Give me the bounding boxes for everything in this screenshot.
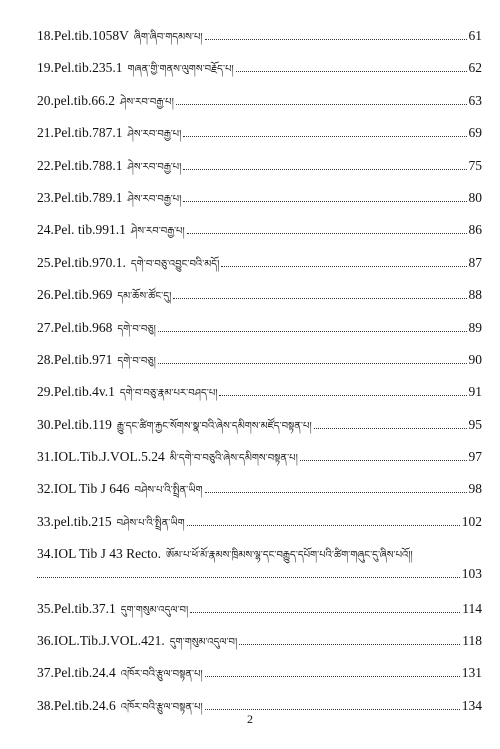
toc-code: 25.Pel.tib.970.1. xyxy=(37,254,126,270)
toc-entry xyxy=(37,447,482,479)
toc-title: ཤེས་རབ་བརྒྱ་པ། xyxy=(127,193,182,205)
toc-code: 27.Pel.tib.968 xyxy=(37,319,113,335)
toc-entry-continuation xyxy=(37,566,482,598)
toc-code: 38.Pel.tib.24.6 xyxy=(37,697,116,713)
toc-entry xyxy=(37,512,482,544)
toc-code: 32.IOL Tib J 646 xyxy=(37,481,130,497)
leader-dots xyxy=(205,676,460,677)
toc-entry xyxy=(37,220,482,252)
toc-entry xyxy=(37,350,482,382)
toc-entry xyxy=(37,544,482,566)
toc-page: 62 xyxy=(468,60,482,76)
toc-page: 131 xyxy=(461,665,482,681)
leader-dots xyxy=(300,460,467,461)
toc-title: རྒྱུ་དང་ཚིག་རྐྱང་སོགས་སྣ་བའི་ཞེས་དམིགས་མཛོད་བསྟན་པ། xyxy=(116,420,312,432)
toc-title: མི་དགེ་བ་བཅུའི་ཞེས་དམིགས་བསྟན་པ། xyxy=(169,453,298,465)
toc-title: དུག་གསུམ་འདུལ་བ། xyxy=(169,637,238,649)
toc-entry xyxy=(37,26,482,58)
toc-title: བཤེས་པ་འི་སྤྲིན་ཡིག xyxy=(116,517,185,529)
toc-page: 95 xyxy=(468,416,482,432)
toc-page: 134 xyxy=(461,697,482,713)
toc-code: 20.pel.tib.66.2 xyxy=(37,92,115,108)
toc-page: 102 xyxy=(461,513,482,529)
leader-dots xyxy=(314,428,467,429)
toc-page: 90 xyxy=(468,351,482,367)
toc-page: 87 xyxy=(468,254,482,270)
leader-dots xyxy=(221,266,466,267)
toc-title: འཁོར་བའི་རྩུལ་བསྟན་པ། xyxy=(120,669,203,681)
toc-page: 103 xyxy=(461,566,482,582)
toc-entry xyxy=(37,599,482,631)
toc-entry xyxy=(37,253,482,285)
toc-entry xyxy=(37,58,482,90)
toc-title: དམ་ཆོས་ཚོང་དུ། xyxy=(117,291,172,303)
toc-page: 88 xyxy=(468,287,482,303)
toc-entry xyxy=(37,663,482,695)
toc-page: 63 xyxy=(468,92,482,108)
leader-dots xyxy=(219,395,466,396)
toc-code: 19.Pel.tib.235.1 xyxy=(37,60,123,76)
toc-page: 118 xyxy=(462,633,482,649)
toc-title: འཁོར་བའི་རྩུལ་བསྟན་པ། xyxy=(120,701,203,713)
toc-code: 26.Pel.tib.969 xyxy=(37,287,113,303)
toc-code: 22.Pel.tib.788.1 xyxy=(37,157,123,173)
toc-entry xyxy=(37,285,482,317)
leader-dots xyxy=(236,71,467,72)
toc-page: 97 xyxy=(468,449,482,465)
toc-title: དགེ་བ་བཅུ། xyxy=(117,323,156,335)
leader-dots xyxy=(37,577,460,578)
leader-dots xyxy=(183,136,466,137)
toc-title: ཤེས་རབ་བརྒྱ་པ། xyxy=(130,226,185,238)
toc-code: 33.pel.tib.215 xyxy=(37,513,112,529)
toc-code: 28.Pel.tib.971 xyxy=(37,351,113,367)
toc-title: ཨོམ་པ་ཕོ་མོ་རྣམས་ཁྲིམས་ལྷ་དང་བརྒྱུད་དཔོག་པའི་ཚིག་གཞུང་དུ་ཞིས་པའོ།། xyxy=(166,550,413,562)
toc-entry xyxy=(37,382,482,414)
toc-page: 75 xyxy=(468,157,482,173)
leader-dots xyxy=(187,525,460,526)
toc-title: ཤེས་རབ་བརྒྱ་པ། xyxy=(127,161,182,173)
toc-code: 18.Pel.tib.1058V xyxy=(37,28,129,43)
toc-title: ཞིག་ཞིབ་གདམས་པ། xyxy=(133,32,203,43)
toc-page: 61 xyxy=(468,28,482,43)
toc-code: 24.Pel. tib.991.1 xyxy=(37,222,126,238)
toc-code: 23.Pel.tib.789.1 xyxy=(37,189,123,205)
toc-title: དགེ་བ་བཅུ་འབྱུང་བའི་མདོ། xyxy=(130,258,220,270)
leader-dots xyxy=(205,709,460,710)
toc-code: 30.Pel.tib.119 xyxy=(37,416,112,432)
toc-page: 114 xyxy=(462,600,482,616)
toc-entry xyxy=(37,91,482,123)
toc-page: 89 xyxy=(468,319,482,335)
toc-page: 69 xyxy=(468,125,482,141)
toc-code: 31.IOL.Tib.J.VOL.5.24 xyxy=(37,449,165,465)
leader-dots xyxy=(176,104,467,105)
toc-entry xyxy=(37,631,482,663)
leader-dots xyxy=(173,298,466,299)
page-number: 2 xyxy=(247,712,253,726)
toc-entry xyxy=(37,123,482,155)
leader-dots xyxy=(205,39,467,40)
toc-title: ཤེས་རབ་བརྒྱ་པ། xyxy=(127,129,182,141)
leader-dots xyxy=(158,363,467,364)
leader-dots xyxy=(190,612,460,613)
toc-title: ཤེས་རབ་བརྒྱ་པ། xyxy=(120,96,174,108)
leader-dots xyxy=(239,644,460,645)
toc-entry xyxy=(37,318,482,350)
leader-dots xyxy=(158,331,467,332)
toc-page: 98 xyxy=(468,481,482,497)
toc-entry xyxy=(37,415,482,447)
toc-page: 91 xyxy=(468,384,482,400)
toc-entry xyxy=(37,479,482,511)
leader-dots xyxy=(187,233,467,234)
toc-code: 34.IOL Tib J 43 Recto. xyxy=(37,546,162,562)
table-of-contents xyxy=(37,26,482,728)
toc-title: དགེ་བ་བཅུ་རྣམ་པར་བཤད་པ། xyxy=(119,388,218,400)
toc-entry xyxy=(37,188,482,220)
toc-code: 29.Pel.tib.4v.1 xyxy=(37,384,115,400)
leader-dots xyxy=(205,492,467,493)
toc-title: བཤེས་པ་འི་སྤྲིན་ཡིག xyxy=(134,485,203,497)
toc-code: 35.Pel.tib.37.1 xyxy=(37,600,116,616)
toc-entry xyxy=(37,156,482,188)
leader-dots xyxy=(183,201,466,202)
leader-dots xyxy=(183,169,466,170)
toc-code: 36.IOL.Tib.J.VOL.421. xyxy=(37,633,165,649)
toc-title: དགེ་བ་བཅུ། xyxy=(117,355,156,367)
toc-title: གཞན་གྱི་གནས་ལུགས་བརྗོད་པ། xyxy=(127,64,234,76)
toc-page: 80 xyxy=(468,189,482,205)
toc-code: 37.Pel.tib.24.4 xyxy=(37,665,116,681)
toc-title: དུག་གསུམ་འདུལ་བ། xyxy=(120,604,189,616)
toc-code: 21.Pel.tib.787.1 xyxy=(37,125,123,141)
toc-page: 86 xyxy=(468,222,482,238)
